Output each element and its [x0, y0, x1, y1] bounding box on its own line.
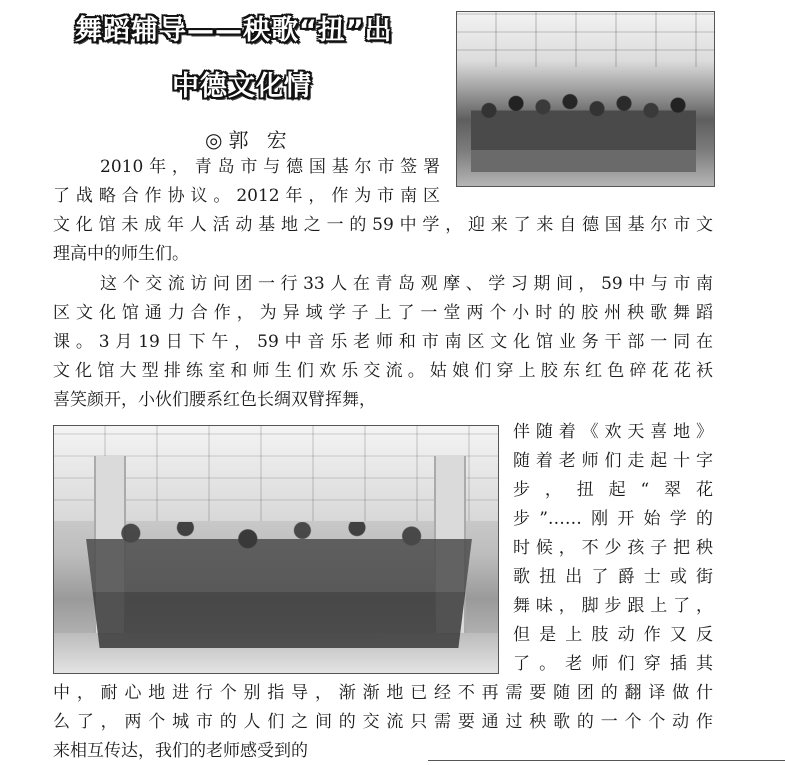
body-line: 了。老师们穿插其: [513, 654, 713, 674]
body-line: 喜笑颜开，小伙们腰系红色长绸双臂挥舞，: [53, 390, 376, 410]
body-line: 中，耐心地进行个别指导，渐渐地已经不再需要随团的翻译做什: [53, 683, 713, 703]
ceiling-lights: [457, 12, 714, 67]
article-subtitle: 中德文化情: [172, 71, 312, 102]
body-line: 随着老师们走起十字: [513, 451, 713, 471]
dance-class-photo: [53, 425, 499, 674]
body-line: 伴随着《欢天喜地》: [513, 422, 713, 442]
body-line: 时候，不少孩子把秧: [513, 538, 713, 558]
body-line: 这个交流访问团一行33人在青岛观摩、学习期间，59中与市南: [100, 274, 713, 294]
body-line: 区文化馆通力合作，为异域学子上了一堂两个小时的胶州秧歌舞蹈: [53, 303, 713, 323]
body-line: 课。3月19日下午，59中音乐老师和市南区文化馆业务干部一同在: [53, 332, 713, 352]
body-line: 步”……刚开始学的: [513, 509, 713, 529]
group-photo: [456, 11, 715, 187]
body-line: 了战略合作协议。2012年，作为市南区: [53, 186, 440, 206]
body-line: 理高中的师生们。: [53, 244, 189, 264]
body-line: 歌扭出了爵士或街: [513, 567, 713, 587]
author-byline: ◎郭 宏: [205, 128, 293, 152]
body-line: 文化馆未成年人活动基地之一的59中学，迎来了来自德国基尔市文: [53, 215, 713, 235]
body-line: 舞味，脚步跟上了，: [513, 596, 713, 616]
student-group: [471, 84, 696, 172]
article-title: 舞蹈辅导——秧歌“扭”出: [75, 15, 393, 46]
body-line: 步，扭起“翠花: [513, 480, 713, 500]
dancers: [84, 508, 474, 648]
body-line: 但是上肢动作又反: [513, 625, 713, 645]
body-line: 来相互传达，我们的老师感受到的: [53, 741, 308, 761]
body-line: 文化馆大型排练室和师生们欢乐交流。姑娘们穿上胶东红色碎花花袄: [53, 361, 713, 381]
body-line: 么了，两个城市的人们之间的交流只需要通过秧歌的一个个动作: [53, 712, 713, 732]
body-line: 2010年，青岛市与德国基尔市签署: [100, 157, 440, 177]
column-rule: [428, 760, 785, 761]
